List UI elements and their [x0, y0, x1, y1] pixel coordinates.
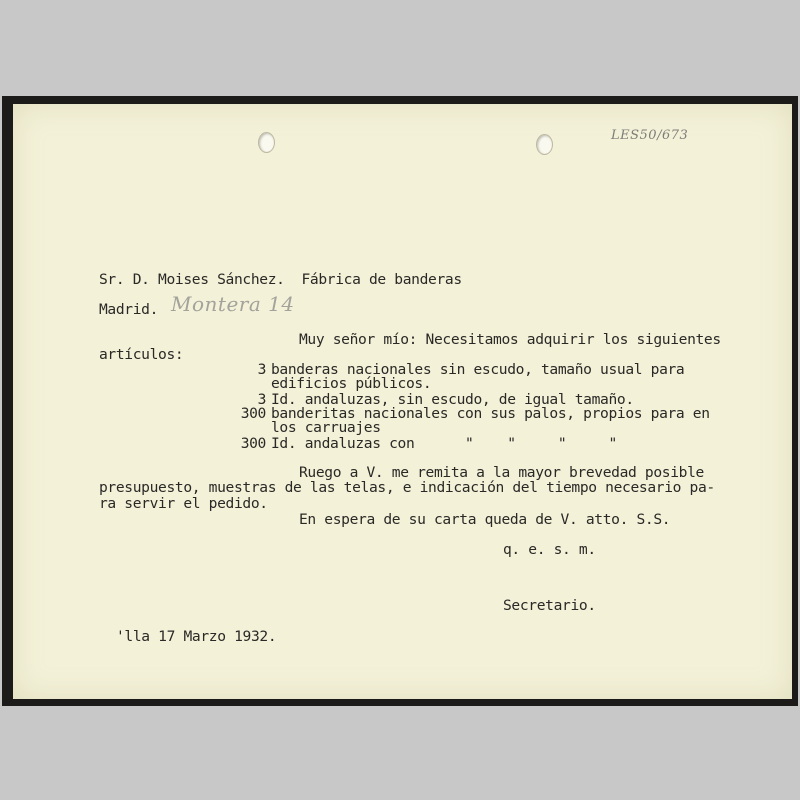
item-description: banderitas nacionales con sus palos, propios para en: [271, 405, 710, 422]
item-description: los carruajes: [271, 419, 381, 436]
salutation-line: Muy señor mío: Necesitamos adquirir los siguientes: [299, 331, 721, 348]
item-description: Id. andaluzas con " " " ": [271, 435, 617, 452]
addressee-line: Sr. D. Moises Sánchez. Fábrica de banderas: [99, 271, 462, 288]
signature-title: Secretario.: [503, 597, 596, 614]
request-line: Ruego a V. me remita a la mayor brevedad posible: [299, 464, 704, 481]
item-quantity: 3: [257, 361, 266, 378]
item-description: banderas nacionales sin escudo, tamaño usual para: [271, 361, 685, 378]
item-description: edificios públicos.: [271, 375, 432, 392]
item-quantity: 3: [257, 391, 266, 408]
archive-reference: LES50/673: [611, 128, 689, 143]
closing-line: En espera de su carta queda de V. atto. S.S.: [299, 511, 671, 528]
item-quantity: 300: [240, 405, 266, 422]
articles-label: artículos:: [99, 346, 184, 363]
item-quantity: 300: [240, 435, 266, 452]
request-line: ra servir el pedido.: [99, 495, 268, 512]
city-line: Madrid.: [99, 301, 159, 318]
request-line: presupuesto, muestras de las telas, e indicación del tiempo necesario pa-: [99, 479, 715, 496]
item-description: Id. andaluzas, sin escudo, de igual tamaño.: [271, 391, 634, 408]
punch-hole-left: [258, 132, 275, 153]
handwritten-address: Montera 14: [171, 292, 295, 316]
closing-formula: q. e. s. m.: [503, 541, 596, 558]
letter-paper: [13, 104, 792, 699]
date-line: 'lla 17 Marzo 1932.: [116, 628, 277, 645]
punch-hole-right: [536, 134, 553, 155]
